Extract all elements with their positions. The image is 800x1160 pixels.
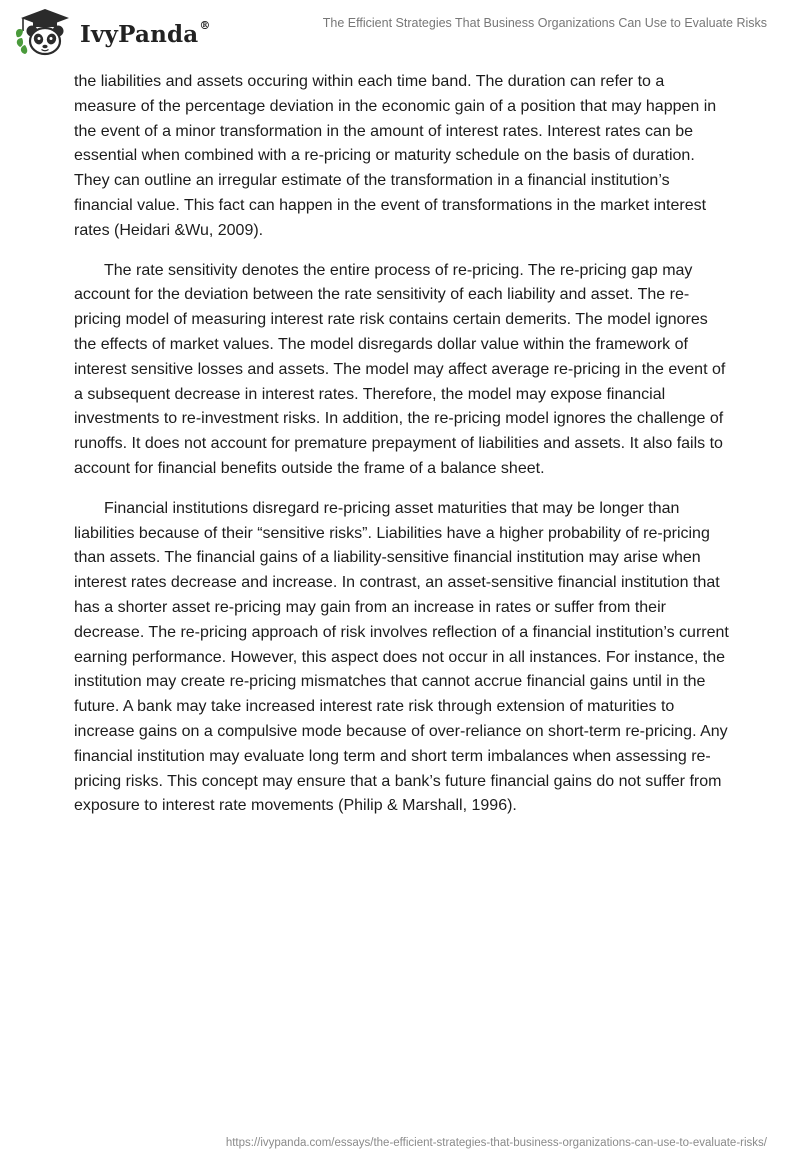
page-header — [0, 0, 800, 60]
brand-name-text: IvyPanda — [80, 21, 199, 48]
registered-mark: ® — [199, 19, 211, 32]
document-title: The Efficient Strategies That Business Organizations Can Use to Evaluate Risks — [322, 16, 767, 30]
paragraph: The rate sensitivity denotes the entire process of re-pricing. The re-pricing gap may account for the deviation between the rate sensitivity of each liability and asset. The re-pricing model of measuring interest rate risk contains certain demerits. The model ignores the effects of market values. The model disregards dollar value within the framework of interest sensitive losses and assets. The model may affect average re-pricing in the event of a subsequent decrease in interest rates. Therefore, the model may expose financial investments to re-investment risks. In addition, the re-pricing model ignores the challenge of runoffs. It does not account for premature prepayment of liabilities and assets. It also fails to account for financial benefits outside the frame of a balance sheet. — [74, 261, 726, 477]
ivypanda-logo[interactable] — [14, 7, 244, 57]
paragraph: the liabilities and assets occuring within each time band. The duration can refer to a measure of the percentage deviation in the economic gain of a position that may happen in the event of a minor transformation in the amount of interest rates. Interest rates can be essential when combined with a re-pricing or maturity schedule on the basis of duration. They can outline an irregular estimate of the transformation in a financial institution’s financial value. This fact can happen in the event of transformations in the market interest rates (Heidari &Wu, 2009). — [74, 73, 717, 239]
brand-name — [80, 21, 211, 48]
essay-body — [74, 70, 730, 834]
paragraph: Financial institutions disregard re-pricing asset maturities that may be longer than liabilities because of their “sensitive risks”. Liabilities have a higher probability of re-pricing than assets. The financial gains of a liability-sensitive financial institution may arise when interest rates decrease and increase. In contrast, an asset-sensitive financial institution that has a shorter asset re-pricing may gain from an increase in rates or suffer from their decrease. The re-pricing approach of risk involves reflection of a financial institution’s current earning performance. However, this aspect does not occur in all instances. For instance, the institution may create re-pricing mismatches that cannot accrue financial gains until in the future. A bank may take increased interest rate risk through extension of maturities to increase gains on a compulsive mode because of over-reliance on short-term re-pricing. Any financial institution may evaluate long term and short term imbalances when assessing re-pricing risks. This concept may ensure that a bank’s future financial gains do not suffer from exposure to interest rate movements (Philip & Marshall, 1996). — [74, 499, 729, 815]
panda-graduate-icon — [14, 7, 76, 57]
source-url-link[interactable]: https://ivypanda.com/essays/the-efficient-strategies-that-business-organizations-can-use-to-evaluate-risks/ — [225, 1137, 767, 1149]
